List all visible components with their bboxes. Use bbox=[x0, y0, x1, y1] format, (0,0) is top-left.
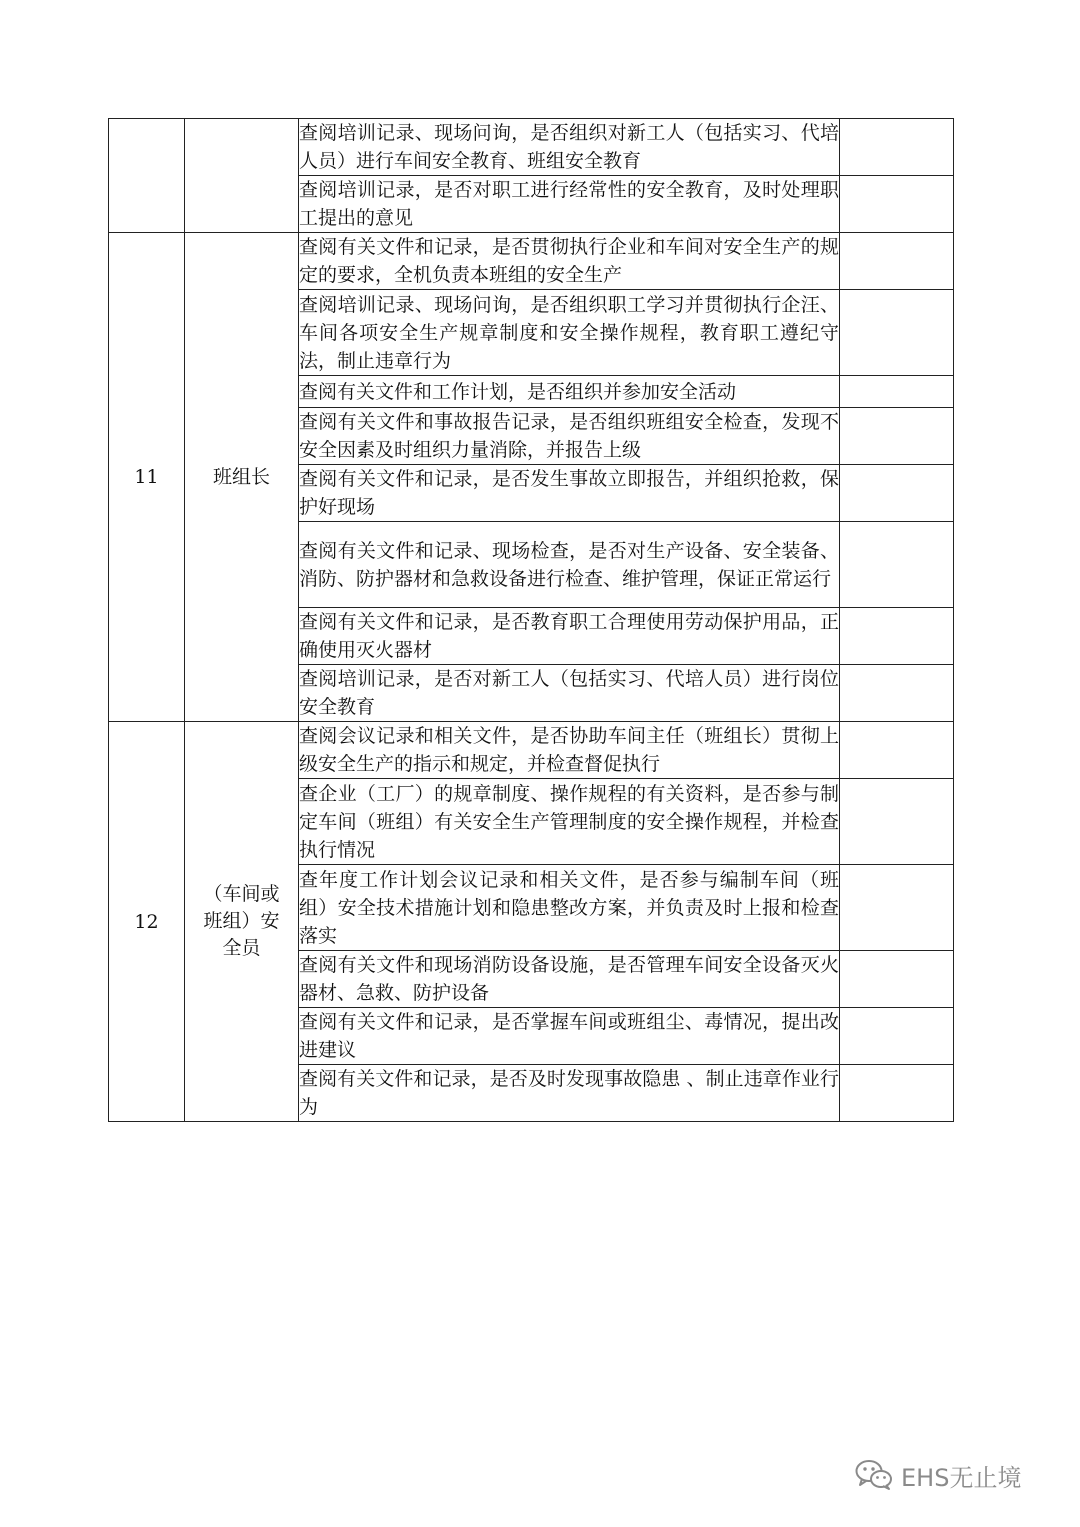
check-item-cell: 查阅有关文件和现场消防设备设施，是否管理车间安全设备灭火器材、急救、防护设备 bbox=[299, 951, 840, 1008]
check-item-cell: 查阅培训记录，是否对职工进行经常性的安全教育，及时处理职工提出的意见 bbox=[299, 176, 840, 233]
wechat-icon bbox=[855, 1459, 893, 1491]
role-cell bbox=[185, 233, 299, 722]
result-cell bbox=[840, 522, 954, 608]
row-number-cell: 12 bbox=[109, 722, 185, 1122]
result-cell bbox=[840, 376, 954, 408]
result-cell bbox=[840, 119, 954, 176]
check-item-cell: 查阅有关文件和记录，是否发生事故立即报告，并组织抢救，保护好现场 bbox=[299, 465, 840, 522]
result-cell bbox=[840, 665, 954, 722]
result-cell bbox=[840, 1008, 954, 1065]
role-label: （车间或班组）安全员 bbox=[203, 883, 280, 959]
row-number-cell bbox=[109, 119, 185, 233]
check-item-cell: 查阅培训记录、现场问询，是否组织对新工人（包括实习、代培人员）进行车间安全教育、班组安全教育 bbox=[299, 119, 840, 176]
check-item-cell: 查年度工作计划会议记录和相关文件，是否参与编制车间（班组）安全技术措施计划和隐患整改方案，并负责及时上报和检查落实 bbox=[299, 865, 840, 951]
check-item-cell: 查阅有关文件和记录，是否教育职工合理使用劳动保护用品，正确使用灭火器材 bbox=[299, 608, 840, 665]
result-cell bbox=[840, 465, 954, 522]
result-cell bbox=[840, 233, 954, 290]
result-cell bbox=[840, 722, 954, 779]
check-item-cell: 查阅有关文件和事故报告记录，是否组织班组安全检查，发现不安全因素及时组织力量消除，并报告上级 bbox=[299, 408, 840, 465]
check-item-cell: 查阅有关文件和记录、现场检查，是否对生产设备、安全装备、消防、防护器材和急救设备进行检查、维护管理，保证正常运行 bbox=[299, 522, 840, 608]
result-cell bbox=[840, 1065, 954, 1122]
check-item-cell: 查阅会议记录和相关文件，是否协助车间主任（班组长）贯彻上级安全生产的指示和规定，并检查督促执行 bbox=[299, 722, 840, 779]
check-item-cell: 查阅有关文件和工作计划，是否组织并参加安全活动 bbox=[299, 376, 840, 408]
result-cell bbox=[840, 779, 954, 865]
check-item-cell: 查阅有关文件和记录，是否贯彻执行企业和车间对安全生产的规定的要求，全机负责本班组的安全生产 bbox=[299, 233, 840, 290]
check-item-cell: 查阅培训记录、现场问询，是否组织职工学习并贯彻执行企汪、车间各项安全生产规章制度和安全操作规程，教育职工遵纪守法，制止违章行为 bbox=[299, 290, 840, 376]
table-row bbox=[109, 119, 954, 176]
watermark-text: EHS无止境 bbox=[901, 1463, 1022, 1492]
check-item-cell: 查企业（工厂）的规章制度、操作规程的有关资料，是否参与制定车间（班组）有关安全生产管理制度的安全操作规程，并检查执行情况 bbox=[299, 779, 840, 865]
table-row bbox=[109, 233, 954, 290]
result-cell bbox=[840, 608, 954, 665]
check-item-cell: 查阅有关文件和记录，是否及时发现事故隐患 、制止违章作业行为 bbox=[299, 1065, 840, 1122]
result-cell bbox=[840, 176, 954, 233]
role-label: 班组长 bbox=[212, 465, 270, 488]
inspection-checklist-table bbox=[108, 118, 954, 1122]
role-cell bbox=[185, 119, 299, 233]
result-cell bbox=[840, 865, 954, 951]
role-cell bbox=[185, 722, 299, 1122]
check-item-cell: 查阅培训记录，是否对新工人（包括实习、代培人员）进行岗位安全教育 bbox=[299, 665, 840, 722]
result-cell bbox=[840, 951, 954, 1008]
result-cell bbox=[840, 408, 954, 465]
row-number-cell: 11 bbox=[109, 233, 185, 722]
watermark bbox=[855, 1455, 1021, 1495]
check-item-cell: 查阅有关文件和记录，是否掌握车间或班组尘、毒情况，提出改进建议 bbox=[299, 1008, 840, 1065]
table-row bbox=[109, 722, 954, 779]
result-cell bbox=[840, 290, 954, 376]
